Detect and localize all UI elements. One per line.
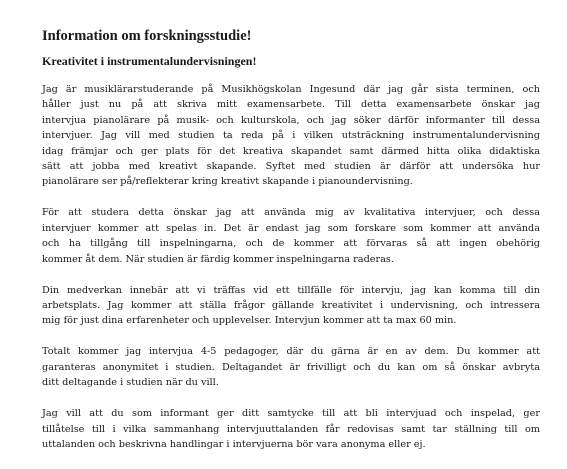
paragraph-line: garanteras anonymitet i studien. Deltagandet är frivilligt och du kan om så önskar avbryta [42,361,540,373]
paragraph-participation [42,283,540,329]
paragraph-anonymity [42,344,540,390]
paragraph-line: intervjua pianolärare på musik- och kulturskola, och jag söker därför informanter till dessa [42,114,540,126]
paragraph-line: idag främjar och ger plats för det kreativa skapandet samt därmed hitta olika didaktiska [42,145,540,157]
document-title: Information om forskningsstudie! [42,28,252,44]
paragraph-line: Din medverkan innebär att vi träffas vid ett tillfälle för intervju, jag kan komma till din [42,284,540,296]
paragraph-line: pianolärare ser på/reflekterar kring kreativt skapande i pianoundervisning. [42,176,413,188]
paragraph-line: intervjuer. Jag vill med studien ta reda på i vilken utsträckning instrumentalundervisning [42,130,540,142]
document-subtitle: Kreativitet i instrumentalundervisningen! [42,54,257,68]
paragraph-line: tillåtelse till i vilka sammanhang intervjuuttalanden får redovisas samt tar ställning till om [42,423,540,435]
paragraph-line: uttalanden och beskrivna handlingar i intervjuerna bör vara anonyma eller ej. [42,439,426,451]
paragraph-method [42,205,540,267]
paragraph-line: arbetsplats. Jag kommer att ställa frågor gällande kreativitet i undervisning, och intressera [42,300,540,312]
paragraph-line: sätt att jobba med kreativt skapande. Syftet med studien är därför att undersöka hur [42,161,540,173]
paragraph-line: och ha tillgång till inspelningarna, och de kommer att förvaras så att ingen obehörig [42,238,540,250]
paragraph-line: mig för just dina erfarenheter och upplevelser. Intervjun kommer att ta max 60 min. [42,315,457,327]
paragraph-line: håller just nu på att skriva mitt examensarbete. Till detta examensarbete önskar jag [42,99,540,111]
paragraph-line: ditt deltagande i studien när du vill. [42,377,219,389]
paragraph-line: Totalt kommer jag intervjua 4-5 pedagoger, där du gärna är en av dem. Du kommer att [42,346,540,358]
paragraph-line: Jag är musiklärarstuderande på Musikhögskolan Ingesund där jag går sista terminen, och [42,84,540,95]
paragraph-line: intervjuer kommer att spelas in. Det är endast jag som forskare som kommer att använda [42,222,540,234]
paragraph-line: För att studera detta önskar jag att använda mig av kvalitativa intervjuer, och dessa [42,207,540,219]
paragraph-line: kommer åt dem. När studien är färdig kommer inspelningarna raderas. [42,253,394,265]
paragraph-consent [42,406,540,452]
paragraph-intro [42,82,540,190]
document-page [42,28,540,468]
paragraph-line: Jag vill att du som informant ger ditt samtycke till att bli intervjuad och inspelad, ger [42,408,540,420]
